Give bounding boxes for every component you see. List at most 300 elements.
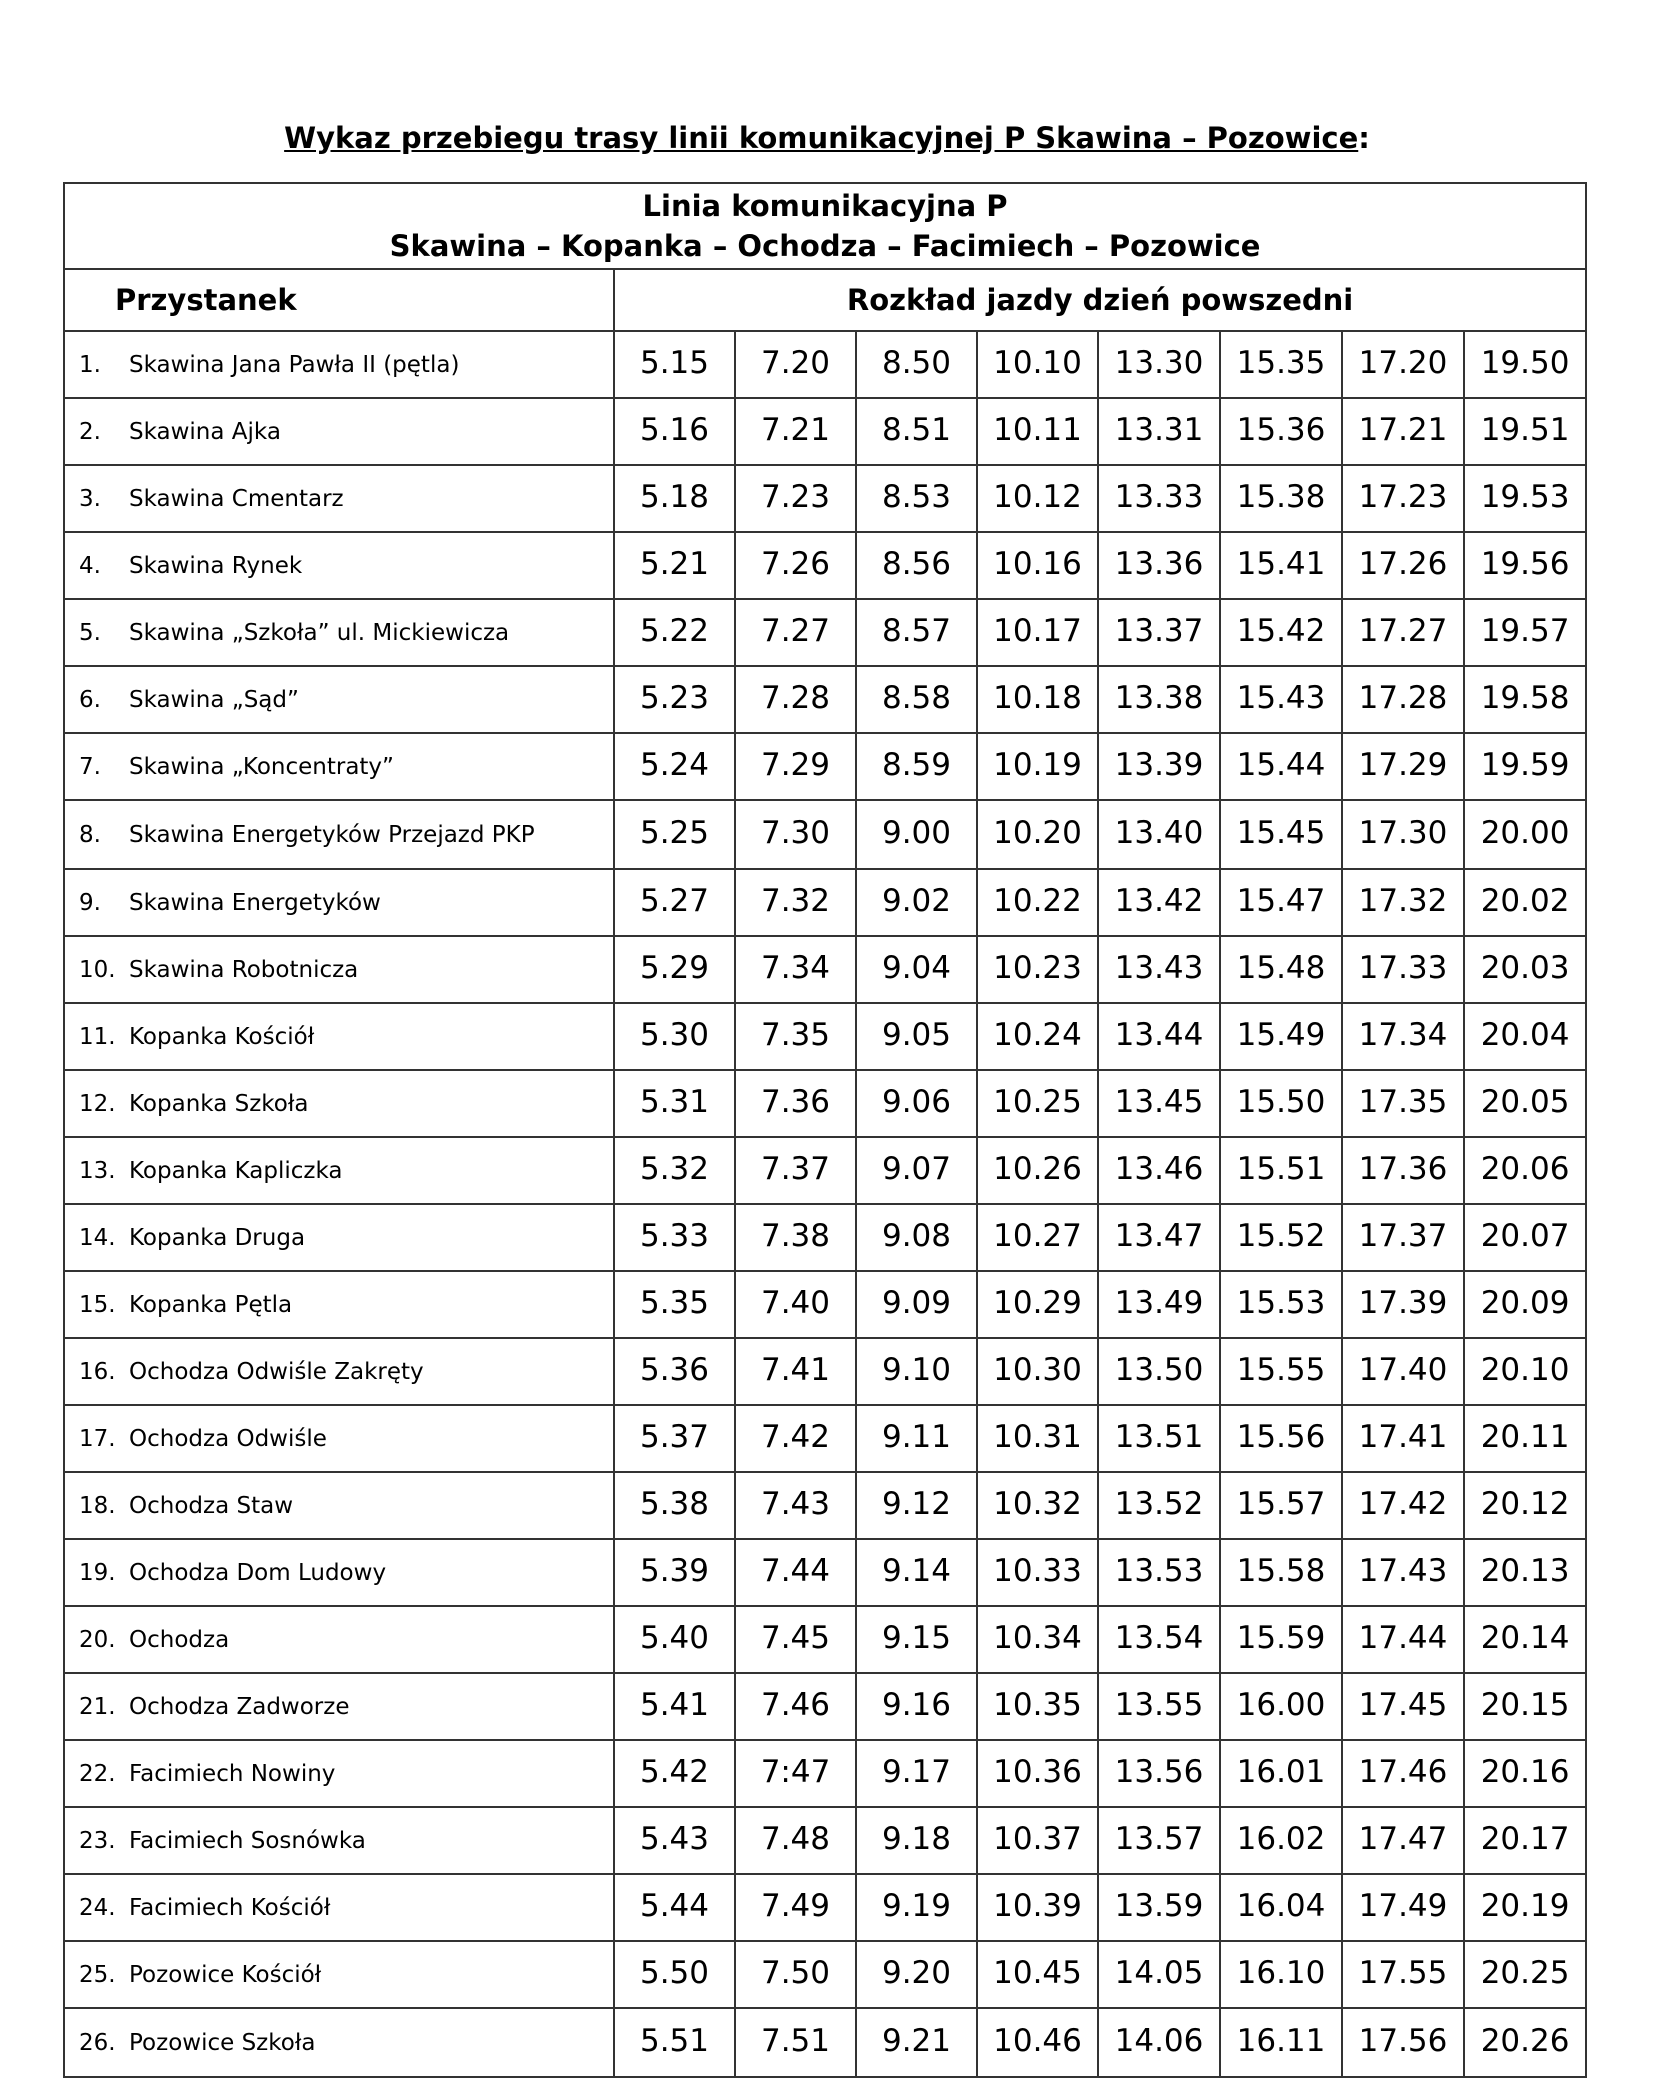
departure-time: 15.52 <box>1220 1204 1342 1271</box>
stop-cell <box>64 1874 614 1941</box>
departure-time: 17.36 <box>1342 1137 1464 1204</box>
table-row <box>64 1405 1586 1472</box>
departure-time: 9.06 <box>856 1070 977 1137</box>
departure-time: 13.50 <box>1098 1338 1220 1405</box>
departure-time: 19.53 <box>1464 465 1586 532</box>
departure-time: 17.45 <box>1342 1673 1464 1740</box>
departure-time: 7.50 <box>735 1941 856 2008</box>
timetable-body <box>64 183 1586 2077</box>
departure-time: 13.36 <box>1098 532 1220 599</box>
departure-time: 7.26 <box>735 532 856 599</box>
stop-number: 26. <box>79 2029 116 2056</box>
departure-time: 19.51 <box>1464 398 1586 465</box>
stop-cell <box>64 599 614 666</box>
departure-time: 14.06 <box>1098 2008 1220 2077</box>
title-text: Wykaz przebiegu trasy linii komunikacyjnej P Skawina – Pozowice <box>284 121 1359 155</box>
departure-time: 17.55 <box>1342 1941 1464 2008</box>
departure-time: 13.45 <box>1098 1070 1220 1137</box>
departure-time: 17.28 <box>1342 666 1464 733</box>
stop-number: 22. <box>79 1760 116 1787</box>
departure-time: 20.07 <box>1464 1204 1586 1271</box>
departure-time: 15.38 <box>1220 465 1342 532</box>
stop-name: Ochodza Dom Ludowy <box>129 1559 387 1586</box>
departure-time: 17.49 <box>1342 1874 1464 1941</box>
departure-time: 7.23 <box>735 465 856 532</box>
departure-time: 17.41 <box>1342 1405 1464 1472</box>
departure-time: 7.49 <box>735 1874 856 1941</box>
departure-time: 13.43 <box>1098 936 1220 1003</box>
stop-number: 16. <box>79 1358 116 1385</box>
departure-time: 5.41 <box>614 1673 735 1740</box>
departure-time: 9.12 <box>856 1472 977 1539</box>
stop-cell <box>64 733 614 800</box>
stop-name: Skawina Rynek <box>129 552 303 579</box>
departure-time: 9.04 <box>856 936 977 1003</box>
departure-time: 7.41 <box>735 1338 856 1405</box>
departure-time: 20.16 <box>1464 1740 1586 1807</box>
departure-time: 20.26 <box>1464 2008 1586 2077</box>
departure-time: 7.21 <box>735 398 856 465</box>
departure-time: 7.37 <box>735 1137 856 1204</box>
departure-time: 14.05 <box>1098 1941 1220 2008</box>
departure-time: 15.45 <box>1220 800 1342 869</box>
stop-cell <box>64 1003 614 1070</box>
document-title <box>0 118 1654 158</box>
departure-time: 15.44 <box>1220 733 1342 800</box>
table-row <box>64 1807 1586 1874</box>
departure-time: 10.26 <box>977 1137 1098 1204</box>
stop-cell <box>64 1673 614 1740</box>
departure-time: 17.35 <box>1342 1070 1464 1137</box>
table-row <box>64 1137 1586 1204</box>
departure-time: 15.53 <box>1220 1271 1342 1338</box>
stop-cell <box>64 398 614 465</box>
departure-time: 10.12 <box>977 465 1098 532</box>
departure-time: 9.15 <box>856 1606 977 1673</box>
departure-time: 20.03 <box>1464 936 1586 1003</box>
stop-cell <box>64 869 614 936</box>
departure-time: 13.30 <box>1098 331 1220 398</box>
departure-time: 5.21 <box>614 532 735 599</box>
stop-cell <box>64 1539 614 1606</box>
departure-time: 7.38 <box>735 1204 856 1271</box>
table-row <box>64 331 1586 398</box>
departure-time: 20.05 <box>1464 1070 1586 1137</box>
departure-time: 20.17 <box>1464 1807 1586 1874</box>
stop-name: Skawina „Koncentraty” <box>129 753 394 780</box>
departure-time: 10.34 <box>977 1606 1098 1673</box>
stop-cell <box>64 2008 614 2077</box>
departure-time: 10.18 <box>977 666 1098 733</box>
departure-time: 20.12 <box>1464 1472 1586 1539</box>
line-header-row <box>64 183 1586 269</box>
departure-time: 17.27 <box>1342 599 1464 666</box>
stop-number: 17. <box>79 1425 116 1452</box>
departure-time: 10.27 <box>977 1204 1098 1271</box>
stop-number: 14. <box>79 1224 116 1251</box>
departure-time: 17.39 <box>1342 1271 1464 1338</box>
departure-time: 15.56 <box>1220 1405 1342 1472</box>
table-row <box>64 1472 1586 1539</box>
departure-time: 19.57 <box>1464 599 1586 666</box>
table-row <box>64 936 1586 1003</box>
departure-time: 5.18 <box>614 465 735 532</box>
departure-time: 10.29 <box>977 1271 1098 1338</box>
table-row <box>64 1204 1586 1271</box>
departure-time: 13.51 <box>1098 1405 1220 1472</box>
departure-time: 20.14 <box>1464 1606 1586 1673</box>
departure-time: 5.50 <box>614 1941 735 2008</box>
departure-time: 9.21 <box>856 2008 977 2077</box>
departure-time: 13.55 <box>1098 1673 1220 1740</box>
departure-time: 10.22 <box>977 869 1098 936</box>
departure-time: 15.35 <box>1220 331 1342 398</box>
departure-time: 20.25 <box>1464 1941 1586 2008</box>
departure-time: 9.18 <box>856 1807 977 1874</box>
departure-time: 15.36 <box>1220 398 1342 465</box>
stop-name: Skawina Energetyków <box>129 889 381 916</box>
departure-time: 13.59 <box>1098 1874 1220 1941</box>
table-row <box>64 1338 1586 1405</box>
table-row <box>64 733 1586 800</box>
departure-time: 17.47 <box>1342 1807 1464 1874</box>
departure-time: 17.32 <box>1342 869 1464 936</box>
departure-time: 5.27 <box>614 869 735 936</box>
departure-time: 10.32 <box>977 1472 1098 1539</box>
departure-time: 15.48 <box>1220 936 1342 1003</box>
departure-time: 8.56 <box>856 532 977 599</box>
stop-cell <box>64 1606 614 1673</box>
departure-time: 13.57 <box>1098 1807 1220 1874</box>
stop-number: 20. <box>79 1626 116 1653</box>
departure-time: 5.30 <box>614 1003 735 1070</box>
stop-name: Skawina Jana Pawła II (pętla) <box>129 351 460 378</box>
stop-cell <box>64 465 614 532</box>
column-header-row <box>64 269 1586 331</box>
departure-time: 20.15 <box>1464 1673 1586 1740</box>
table-row <box>64 599 1586 666</box>
departure-time: 7.43 <box>735 1472 856 1539</box>
departure-time: 17.29 <box>1342 733 1464 800</box>
stop-number: 11. <box>79 1023 116 1050</box>
departure-time: 5.36 <box>614 1338 735 1405</box>
departure-time: 10.31 <box>977 1405 1098 1472</box>
departure-time: 7.45 <box>735 1606 856 1673</box>
departure-time: 10.46 <box>977 2008 1098 2077</box>
departure-time: 10.16 <box>977 532 1098 599</box>
departure-time: 5.31 <box>614 1070 735 1137</box>
stop-cell <box>64 666 614 733</box>
stop-name: Kopanka Pętla <box>129 1291 293 1318</box>
departure-time: 10.19 <box>977 733 1098 800</box>
stop-name: Skawina Ajka <box>129 418 281 445</box>
departure-time: 17.43 <box>1342 1539 1464 1606</box>
departure-time: 9.19 <box>856 1874 977 1941</box>
stop-number: 24. <box>79 1894 116 1921</box>
departure-time: 5.24 <box>614 733 735 800</box>
departure-time: 10.20 <box>977 800 1098 869</box>
departure-time: 20.02 <box>1464 869 1586 936</box>
departure-time: 10.25 <box>977 1070 1098 1137</box>
departure-time: 10.33 <box>977 1539 1098 1606</box>
stop-name: Facimiech Kościół <box>129 1894 331 1921</box>
departure-time: 20.00 <box>1464 800 1586 869</box>
stop-name: Skawina Robotnicza <box>129 956 359 983</box>
stop-name: Ochodza <box>129 1626 230 1653</box>
table-row <box>64 800 1586 869</box>
departure-time: 19.59 <box>1464 733 1586 800</box>
departure-time: 5.23 <box>614 666 735 733</box>
departure-time: 15.51 <box>1220 1137 1342 1204</box>
table-row <box>64 1673 1586 1740</box>
departure-time: 7.29 <box>735 733 856 800</box>
departure-time: 13.33 <box>1098 465 1220 532</box>
table-row <box>64 1539 1586 1606</box>
stop-number: 23. <box>79 1827 116 1854</box>
departure-time: 5.33 <box>614 1204 735 1271</box>
departure-time: 17.46 <box>1342 1740 1464 1807</box>
departure-time: 5.38 <box>614 1472 735 1539</box>
departure-time: 13.52 <box>1098 1472 1220 1539</box>
table-row <box>64 1874 1586 1941</box>
departure-time: 7.46 <box>735 1673 856 1740</box>
departure-time: 17.26 <box>1342 532 1464 599</box>
stop-cell <box>64 1338 614 1405</box>
stop-name: Skawina Cmentarz <box>129 485 344 512</box>
departure-time: 13.53 <box>1098 1539 1220 1606</box>
stop-number: 19. <box>79 1559 116 1586</box>
departure-time: 20.19 <box>1464 1874 1586 1941</box>
departure-time: 9.09 <box>856 1271 977 1338</box>
departure-time: 9.00 <box>856 800 977 869</box>
departure-time: 10.45 <box>977 1941 1098 2008</box>
departure-time: 5.51 <box>614 2008 735 2077</box>
stop-number: 13. <box>79 1157 116 1184</box>
departure-time: 5.40 <box>614 1606 735 1673</box>
stop-number: 1. <box>79 351 101 378</box>
stop-number: 12. <box>79 1090 116 1117</box>
departure-time: 15.55 <box>1220 1338 1342 1405</box>
stop-cell <box>64 1740 614 1807</box>
departure-time: 7.35 <box>735 1003 856 1070</box>
stop-number: 9. <box>79 889 101 916</box>
table-row <box>64 1003 1586 1070</box>
departure-time: 7.20 <box>735 331 856 398</box>
departure-time: 5.15 <box>614 331 735 398</box>
departure-time: 13.49 <box>1098 1271 1220 1338</box>
stop-name: Skawina „Szkoła” ul. Mickiewicza <box>129 619 510 646</box>
departure-time: 10.23 <box>977 936 1098 1003</box>
departure-time: 7.28 <box>735 666 856 733</box>
stop-name: Kopanka Kościół <box>129 1023 315 1050</box>
departure-time: 8.57 <box>856 599 977 666</box>
departure-time: 5.42 <box>614 1740 735 1807</box>
departure-time: 7.44 <box>735 1539 856 1606</box>
departure-time: 10.30 <box>977 1338 1098 1405</box>
table-row <box>64 1740 1586 1807</box>
departure-time: 7.30 <box>735 800 856 869</box>
departure-time: 15.41 <box>1220 532 1342 599</box>
departure-time: 13.37 <box>1098 599 1220 666</box>
departure-time: 5.39 <box>614 1539 735 1606</box>
departure-time: 9.11 <box>856 1405 977 1472</box>
departure-time: 13.38 <box>1098 666 1220 733</box>
stop-column-header: Przystanek <box>64 269 614 331</box>
departure-time: 19.50 <box>1464 331 1586 398</box>
table-row <box>64 1070 1586 1137</box>
stop-cell <box>64 1472 614 1539</box>
departure-time: 7.40 <box>735 1271 856 1338</box>
stop-name: Kopanka Kapliczka <box>129 1157 343 1184</box>
departure-time: 20.11 <box>1464 1405 1586 1472</box>
stop-cell <box>64 800 614 869</box>
departure-time: 7.51 <box>735 2008 856 2077</box>
departure-time: 9.20 <box>856 1941 977 2008</box>
stop-number: 4. <box>79 552 101 579</box>
line-name: Linia komunikacyjna P <box>642 189 1008 223</box>
departure-time: 13.56 <box>1098 1740 1220 1807</box>
schedule-column-header: Rozkład jazdy dzień powszedni <box>614 269 1586 331</box>
table-row <box>64 2008 1586 2077</box>
departure-time: 5.29 <box>614 936 735 1003</box>
stop-name: Skawina „Sąd” <box>129 686 299 713</box>
stop-cell <box>64 1271 614 1338</box>
stop-name: Kopanka Druga <box>129 1224 306 1251</box>
stop-number: 15. <box>79 1291 116 1318</box>
stop-name: Pozowice Kościół <box>129 1961 322 1988</box>
table-row <box>64 532 1586 599</box>
departure-time: 5.16 <box>614 398 735 465</box>
stop-number: 5. <box>79 619 101 646</box>
departure-time: 10.10 <box>977 331 1098 398</box>
departure-time: 17.37 <box>1342 1204 1464 1271</box>
departure-time: 17.30 <box>1342 800 1464 869</box>
departure-time: 9.07 <box>856 1137 977 1204</box>
departure-time: 10.11 <box>977 398 1098 465</box>
table-row <box>64 1271 1586 1338</box>
departure-time: 16.00 <box>1220 1673 1342 1740</box>
departure-time: 9.05 <box>856 1003 977 1070</box>
stop-cell <box>64 1204 614 1271</box>
table-row <box>64 1941 1586 2008</box>
departure-time: 5.25 <box>614 800 735 869</box>
departure-time: 5.37 <box>614 1405 735 1472</box>
stop-cell <box>64 532 614 599</box>
departure-time: 17.42 <box>1342 1472 1464 1539</box>
stop-name: Skawina Energetyków Przejazd PKP <box>129 821 535 848</box>
departure-time: 9.14 <box>856 1539 977 1606</box>
departure-time: 10.35 <box>977 1673 1098 1740</box>
departure-time: 20.06 <box>1464 1137 1586 1204</box>
stop-number: 7. <box>79 753 101 780</box>
departure-time: 17.40 <box>1342 1338 1464 1405</box>
departure-time: 9.16 <box>856 1673 977 1740</box>
departure-time: 15.42 <box>1220 599 1342 666</box>
departure-time: 7.42 <box>735 1405 856 1472</box>
departure-time: 20.13 <box>1464 1539 1586 1606</box>
departure-time: 9.02 <box>856 869 977 936</box>
stop-cell <box>64 936 614 1003</box>
stop-number: 21. <box>79 1693 116 1720</box>
departure-time: 5.43 <box>614 1807 735 1874</box>
departure-time: 13.40 <box>1098 800 1220 869</box>
departure-time: 5.32 <box>614 1137 735 1204</box>
departure-time: 8.53 <box>856 465 977 532</box>
departure-time: 17.21 <box>1342 398 1464 465</box>
stop-name: Ochodza Zadworze <box>129 1693 350 1720</box>
stop-name: Kopanka Szkoła <box>129 1090 309 1117</box>
departure-time: 17.56 <box>1342 2008 1464 2077</box>
stop-number: 8. <box>79 821 101 848</box>
departure-time: 17.44 <box>1342 1606 1464 1673</box>
departure-time: 9.08 <box>856 1204 977 1271</box>
departure-time: 10.17 <box>977 599 1098 666</box>
stop-number: 3. <box>79 485 101 512</box>
departure-time: 16.04 <box>1220 1874 1342 1941</box>
departure-time: 15.57 <box>1220 1472 1342 1539</box>
departure-time: 5.35 <box>614 1271 735 1338</box>
departure-time: 16.10 <box>1220 1941 1342 2008</box>
stop-cell <box>64 1807 614 1874</box>
stop-name: Ochodza Odwiśle Zakręty <box>129 1358 424 1385</box>
departure-time: 10.24 <box>977 1003 1098 1070</box>
stop-name: Ochodza Staw <box>129 1492 293 1519</box>
departure-time: 17.23 <box>1342 465 1464 532</box>
departure-time: 15.43 <box>1220 666 1342 733</box>
departure-time: 10.37 <box>977 1807 1098 1874</box>
timetable <box>63 182 1587 2078</box>
departure-time: 15.50 <box>1220 1070 1342 1137</box>
departure-time: 19.58 <box>1464 666 1586 733</box>
departure-time: 5.22 <box>614 599 735 666</box>
departure-time: 20.09 <box>1464 1271 1586 1338</box>
departure-time: 7.32 <box>735 869 856 936</box>
line-header <box>64 183 1586 269</box>
departure-time: 8.50 <box>856 331 977 398</box>
departure-time: 16.01 <box>1220 1740 1342 1807</box>
departure-time: 17.20 <box>1342 331 1464 398</box>
departure-time: 20.10 <box>1464 1338 1586 1405</box>
stop-number: 6. <box>79 686 101 713</box>
table-row <box>64 398 1586 465</box>
departure-time: 10.39 <box>977 1874 1098 1941</box>
departure-time: 5.44 <box>614 1874 735 1941</box>
departure-time: 16.02 <box>1220 1807 1342 1874</box>
departure-time: 7.27 <box>735 599 856 666</box>
stop-number: 18. <box>79 1492 116 1519</box>
stop-cell <box>64 1405 614 1472</box>
stop-name: Facimiech Nowiny <box>129 1760 336 1787</box>
departure-time: 15.49 <box>1220 1003 1342 1070</box>
departure-time: 17.34 <box>1342 1003 1464 1070</box>
stop-name: Facimiech Sosnówka <box>129 1827 366 1854</box>
stop-cell <box>64 1941 614 2008</box>
stop-number: 25. <box>79 1961 116 1988</box>
departure-time: 15.59 <box>1220 1606 1342 1673</box>
departure-time: 17.33 <box>1342 936 1464 1003</box>
departure-time: 7.48 <box>735 1807 856 1874</box>
stop-name: Pozowice Szkoła <box>129 2029 316 2056</box>
departure-time: 13.54 <box>1098 1606 1220 1673</box>
departure-time: 20.04 <box>1464 1003 1586 1070</box>
departure-time: 7.36 <box>735 1070 856 1137</box>
departure-time: 13.47 <box>1098 1204 1220 1271</box>
departure-time: 15.58 <box>1220 1539 1342 1606</box>
stop-name: Ochodza Odwiśle <box>129 1425 327 1452</box>
stop-cell <box>64 1070 614 1137</box>
departure-time: 8.51 <box>856 398 977 465</box>
table-row <box>64 465 1586 532</box>
